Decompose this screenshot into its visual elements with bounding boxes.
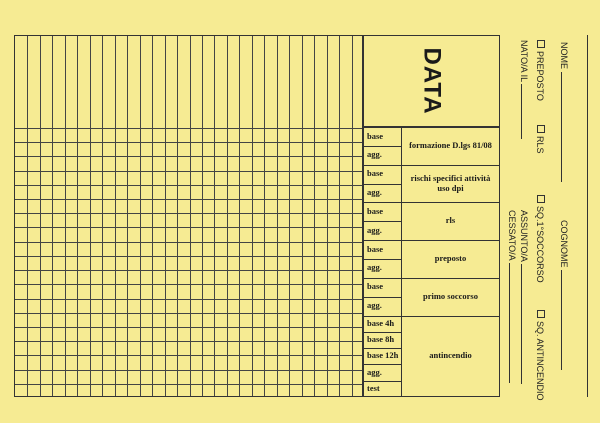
checkbox-primo-soccorso[interactable] xyxy=(535,195,545,283)
grid-row-line xyxy=(15,270,362,271)
grid-row-line xyxy=(15,128,362,129)
grid-row-line xyxy=(15,299,362,300)
level-cell: base 12h xyxy=(367,350,399,361)
level-cell: agg. xyxy=(367,224,382,235)
cessato-field[interactable] xyxy=(507,210,518,383)
assunto-label: ASSUNTO/A xyxy=(519,210,529,262)
grid-row-line xyxy=(15,284,362,285)
level-cell: base 4h xyxy=(367,317,395,328)
checkbox-square[interactable] xyxy=(537,310,545,318)
grid-row-line xyxy=(15,355,362,356)
course-topic: antincendio xyxy=(429,350,472,361)
nato-il-label: NATO/A IL xyxy=(519,40,529,82)
grid-row-line xyxy=(15,313,362,314)
grid-row-line xyxy=(15,185,362,186)
grid-row-line xyxy=(15,370,362,371)
grid-row-line xyxy=(15,213,362,214)
cognome-label: COGNOME xyxy=(559,220,569,268)
grid-row-line xyxy=(15,171,362,172)
level-cell: agg. xyxy=(367,262,382,273)
level-cell: base xyxy=(367,205,384,216)
level-cell: test xyxy=(367,382,380,393)
level-cell: base xyxy=(367,243,384,254)
course-topic: rischi specifici attività uso dpi xyxy=(410,172,491,193)
grid-row-line xyxy=(15,156,362,157)
nato-il-field[interactable] xyxy=(519,40,530,139)
checkbox-antincendio[interactable] xyxy=(535,310,545,401)
grid-row-line xyxy=(15,327,362,328)
level-cell: base xyxy=(367,130,384,141)
data-title-area xyxy=(363,35,500,127)
course-topic: primo soccorso xyxy=(422,290,478,301)
checkbox-label: SQ. ANTINCENDIO xyxy=(535,321,545,401)
level-cell: agg. xyxy=(367,149,382,160)
assunto-field[interactable] xyxy=(519,210,530,384)
checkbox-preposto[interactable] xyxy=(535,40,545,101)
level-cell: base xyxy=(367,168,384,179)
grid-row-line xyxy=(15,384,362,385)
course-topic: preposto xyxy=(434,253,467,264)
level-cell: base xyxy=(367,281,384,292)
checkbox-label: PREPOSTO xyxy=(535,51,545,101)
grid-row-line xyxy=(15,341,362,342)
grid-row-line xyxy=(15,256,362,257)
level-cell: agg. xyxy=(367,366,382,377)
checkbox-square[interactable] xyxy=(537,125,545,133)
cognome-field[interactable] xyxy=(559,220,570,370)
checkbox-square[interactable] xyxy=(537,40,545,48)
nome-label: NOME xyxy=(559,42,569,69)
grid-row-line xyxy=(15,142,362,143)
cessato-label: CESSATO/A xyxy=(507,210,517,261)
level-cell: base 8h xyxy=(367,334,395,345)
checkbox-label: RLS xyxy=(535,136,545,154)
nome-field[interactable] xyxy=(559,42,570,182)
grid-row-line xyxy=(15,227,362,228)
grid-row-line xyxy=(15,199,362,200)
grid-row-line xyxy=(15,242,362,243)
level-cell: agg. xyxy=(367,187,382,198)
course-topic: formazione D.lgs 81/08 xyxy=(409,139,492,150)
course-topic: rls xyxy=(445,215,456,226)
checkbox-rls[interactable] xyxy=(535,125,545,154)
checkbox-square[interactable] xyxy=(537,195,545,203)
date-grid xyxy=(14,35,363,397)
level-cell: agg. xyxy=(367,300,382,311)
checkbox-label: SQ.1°SOCCORSO xyxy=(535,206,545,283)
data-title: DATA xyxy=(418,47,446,115)
